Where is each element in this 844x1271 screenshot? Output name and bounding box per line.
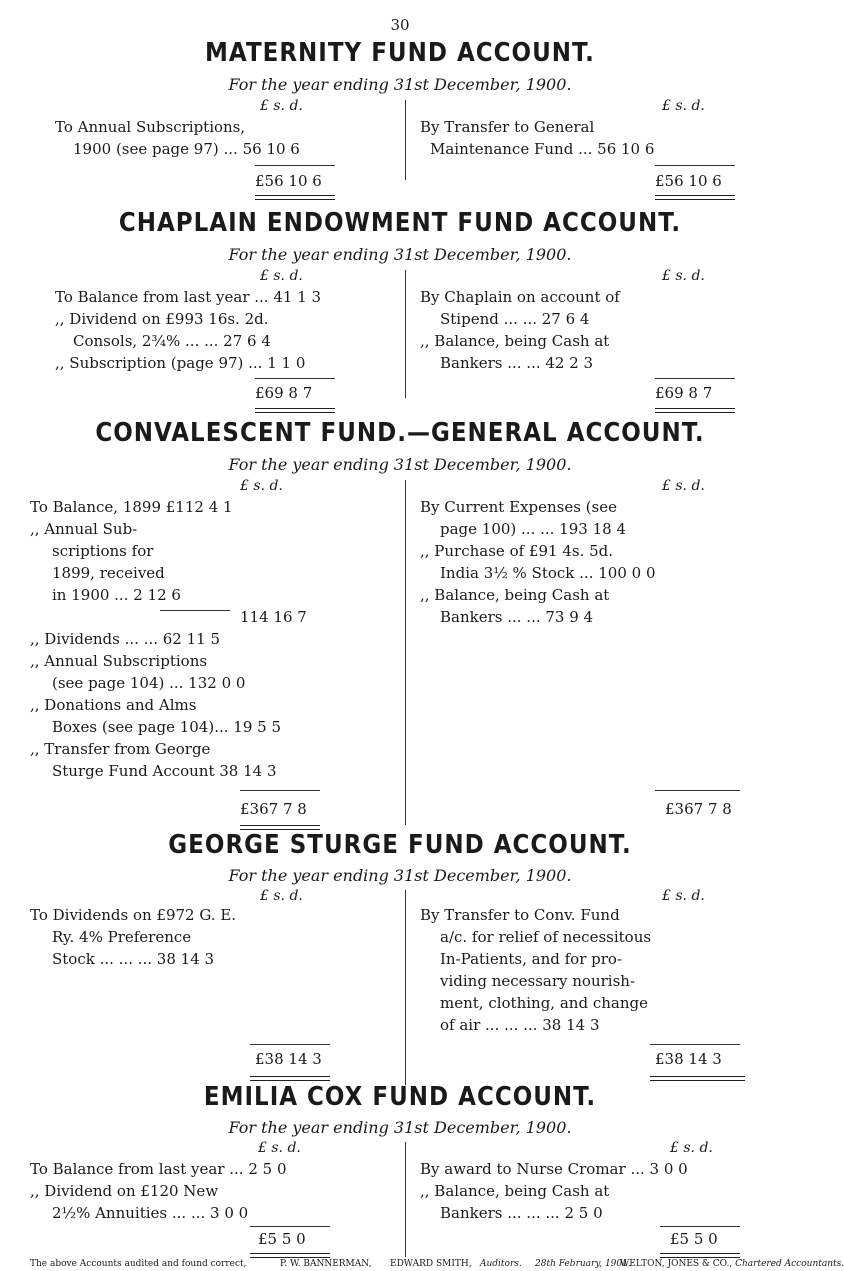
double-rule [250, 1076, 330, 1081]
sturge-right-line: viding necessary nourish- [440, 972, 636, 990]
accountant-firm: WELTON, JONES & CO., Chartered Accountants. [620, 1259, 844, 1269]
convalescent-currency-left: £ s. d. [240, 478, 283, 494]
convalescent-currency-right: £ s. d. [662, 478, 705, 494]
sturge-left-total: £38 14 3 [255, 1050, 322, 1068]
maternity-right-line: By Transfer to General [420, 118, 595, 136]
convalescent-title: CONVALESCENT FUND.—GENERAL ACCOUNT. [95, 418, 705, 448]
maternity-right-line: Maintenance Fund ... 56 10 6 [430, 140, 655, 158]
sturge-title: GEORGE STURGE FUND ACCOUNT. [168, 830, 632, 860]
chaplain-currency-right: £ s. d. [662, 268, 705, 284]
double-rule [655, 408, 735, 413]
cox-left-line: 2½% Annuities ... ... 3 0 0 [52, 1204, 249, 1222]
double-rule [655, 195, 735, 200]
column-divider [405, 270, 406, 398]
convalescent-right-line: ,, Purchase of £91 4s. 5d. [420, 542, 614, 560]
column-divider [405, 890, 406, 1085]
rule [655, 165, 735, 166]
cox-left-total: £5 5 0 [258, 1230, 306, 1248]
maternity-right-total: £56 10 6 [655, 172, 722, 190]
sturge-right-line: In-Patients, and for pro- [440, 950, 623, 968]
chaplain-right-line: Bankers ... ... 42 2 3 [440, 354, 594, 372]
maternity-left-line: To Annual Subscriptions, [55, 118, 246, 136]
cox-left-line: To Balance from last year ... 2 5 0 [30, 1160, 287, 1178]
maternity-currency-right: £ s. d. [662, 98, 705, 114]
audit-statement: The above Accounts audited and found correct, [30, 1259, 247, 1269]
convalescent-subtitle: For the year ending 31st December, 1900. [228, 455, 572, 474]
maternity-left-line: 1900 (see page 97) ... 56 10 6 [73, 140, 300, 158]
sturge-right-line: By Transfer to Conv. Fund [420, 906, 620, 924]
convalescent-left-line: Sturge Fund Account 38 14 3 [52, 762, 277, 780]
sturge-right-total: £38 14 3 [655, 1050, 722, 1068]
sturge-left-line: Stock ... ... ... 38 14 3 [52, 950, 215, 968]
column-divider [405, 100, 406, 180]
convalescent-right-line: Bankers ... ... 73 9 4 [440, 608, 594, 626]
rule [255, 165, 335, 166]
cox-left-line: ,, Dividend on £120 New [30, 1182, 219, 1200]
double-rule [650, 1076, 745, 1081]
column-divider [405, 1142, 406, 1257]
sturge-right-line: of air ... ... ... 38 14 3 [440, 1016, 600, 1034]
maternity-subtitle: For the year ending 31st December, 1900. [228, 75, 572, 94]
column-divider [405, 480, 406, 825]
chaplain-subtitle: For the year ending 31st December, 1900. [228, 245, 572, 264]
convalescent-left-line: 1899, received [52, 564, 165, 582]
convalescent-left-line: ,, Annual Sub- [30, 520, 138, 538]
convalescent-left-line: ,, Donations and Alms [30, 696, 197, 714]
cox-currency-right: £ s. d. [670, 1140, 713, 1156]
rule [255, 378, 335, 379]
auditors-label: Auditors. [480, 1259, 522, 1269]
cox-right-total: £5 5 0 [670, 1230, 718, 1248]
convalescent-left-line: To Balance, 1899 £112 4 1 [30, 498, 233, 516]
double-rule [255, 195, 335, 200]
auditor-name: P. W. BANNERMAN, [280, 1259, 372, 1269]
rule [660, 1226, 740, 1227]
sturge-left-line: Ry. 4% Preference [52, 928, 192, 946]
chaplain-title: CHAPLAIN ENDOWMENT FUND ACCOUNT. [118, 208, 682, 238]
chaplain-left-line: To Balance from last year ... 41 1 3 [55, 288, 322, 306]
sturge-right-line: a/c. for relief of necessitous [440, 928, 652, 946]
chaplain-right-line: Stipend ... ... 27 6 4 [440, 310, 590, 328]
convalescent-left-line: scriptions for [52, 542, 154, 560]
rule [160, 610, 230, 611]
convalescent-left-line: (see page 104) ... 132 0 0 [52, 674, 246, 692]
chaplain-left-line: Consols, 2¾% ... ... 27 6 4 [73, 332, 271, 350]
cox-right-line: Bankers ... ... ... 2 5 0 [440, 1204, 603, 1222]
rule [655, 790, 740, 791]
chaplain-right-line: By Chaplain on account of [420, 288, 620, 306]
sturge-right-line: ment, clothing, and change [440, 994, 648, 1012]
cox-subtitle: For the year ending 31st December, 1900. [228, 1118, 572, 1137]
double-rule [250, 1253, 330, 1258]
rule [650, 1044, 740, 1045]
convalescent-right-line: India 3½ % Stock ... 100 0 0 [440, 564, 656, 582]
sturge-subtitle: For the year ending 31st December, 1900. [228, 866, 572, 885]
chaplain-right-total: £69 8 7 [655, 384, 713, 402]
accountant-role-inline: Chartered Accountants. [732, 1259, 844, 1269]
rule [655, 378, 735, 379]
convalescent-left-line: 114 16 7 [240, 608, 307, 626]
sturge-currency-left: £ s. d. [260, 888, 303, 904]
double-rule [255, 408, 335, 413]
rule [240, 790, 320, 791]
chaplain-right-line: ,, Balance, being Cash at [420, 332, 610, 350]
convalescent-right-line: By Current Expenses (see [420, 498, 617, 516]
chaplain-left-total: £69 8 7 [255, 384, 313, 402]
convalescent-left-line: Boxes (see page 104)... 19 5 5 [52, 718, 281, 736]
convalescent-right-line: ,, Balance, being Cash at [420, 586, 610, 604]
sturge-currency-right: £ s. d. [662, 888, 705, 904]
double-rule [660, 1253, 740, 1258]
cox-currency-left: £ s. d. [258, 1140, 301, 1156]
cox-title: EMILIA COX FUND ACCOUNT. [203, 1082, 597, 1112]
convalescent-left-line: ,, Transfer from George [30, 740, 211, 758]
cox-right-line: ,, Balance, being Cash at [420, 1182, 610, 1200]
maternity-left-total: £56 10 6 [255, 172, 322, 190]
cox-right-line: By award to Nurse Cromar ... 3 0 0 [420, 1160, 688, 1178]
double-rule [240, 825, 320, 830]
convalescent-right-line: page 100) ... ... 193 18 4 [440, 520, 626, 538]
convalescent-left-total: £367 7 8 [240, 800, 307, 818]
chaplain-left-line: ,, Subscription (page 97) ... 1 1 0 [55, 354, 306, 372]
rule [250, 1044, 330, 1045]
report-date: 28th February, 1901. [535, 1259, 631, 1269]
maternity-currency-left: £ s. d. [260, 98, 303, 114]
rule [250, 1226, 330, 1227]
chaplain-currency-left: £ s. d. [260, 268, 303, 284]
convalescent-left-line: in 1900 ... 2 12 6 [52, 586, 181, 604]
sturge-left-line: To Dividends on £972 G. E. [30, 906, 237, 924]
convalescent-left-line: ,, Annual Subscriptions [30, 652, 208, 670]
maternity-title: MATERNITY FUND ACCOUNT. [205, 38, 595, 68]
convalescent-left-line: ,, Dividends ... ... 62 11 5 [30, 630, 221, 648]
page-number: 30 [390, 16, 410, 34]
convalescent-right-total: £367 7 8 [665, 800, 732, 818]
chaplain-left-line: ,, Dividend on £993 16s. 2d. [55, 310, 269, 328]
auditor-name: EDWARD SMITH, [390, 1259, 472, 1269]
